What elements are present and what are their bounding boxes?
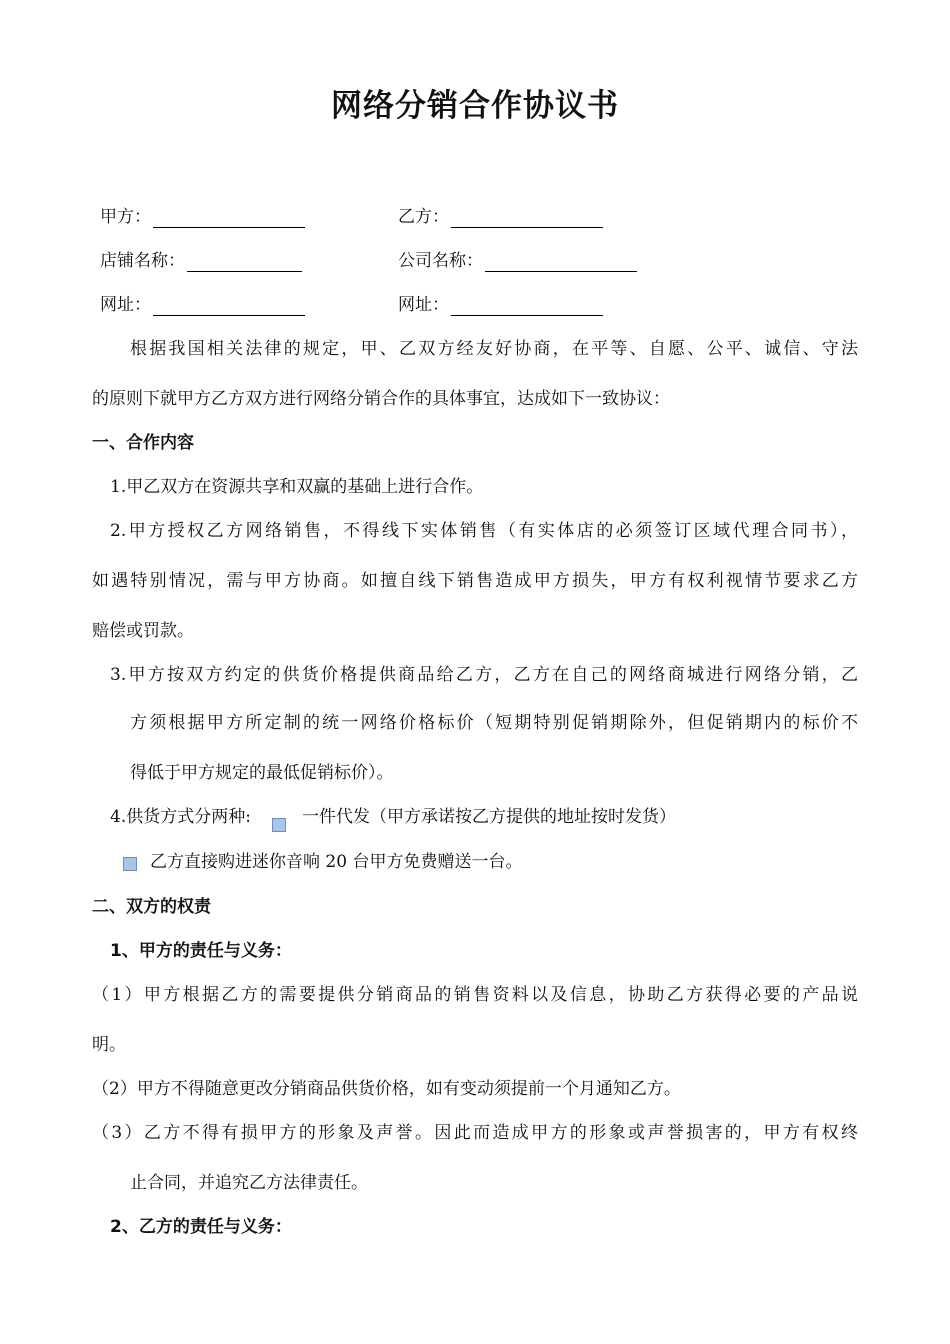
shop-name-field bbox=[100, 250, 302, 272]
intro-line-1: 根据我国相关法律的规定，甲、乙双方经友好协商，在平等、自愿、公平、诚信、守法 bbox=[130, 339, 858, 359]
party-b-field bbox=[398, 206, 603, 228]
dropship-checkbox[interactable] bbox=[272, 818, 286, 832]
party-a-duty-1-line-2: 明。 bbox=[92, 1035, 126, 1055]
company-name-blank[interactable] bbox=[485, 253, 637, 272]
section-1-item-3-line-3: 得低于甲方规定的最低促销标价）。 bbox=[130, 763, 394, 783]
section-1-heading: 一、合作内容 bbox=[92, 433, 194, 453]
direct-purchase-option-label: 乙方直接购进迷你音响 20 台甲方免费赠送一台。 bbox=[150, 852, 523, 872]
url-a-label: 网址： bbox=[100, 295, 151, 315]
url-b-label: 网址： bbox=[398, 295, 449, 315]
shop-name-label: 店铺名称： bbox=[100, 251, 185, 271]
party-a-label: 甲方： bbox=[100, 207, 151, 227]
section-1-item-2-line-1: 2.甲方授权乙方网络销售，不得线下实体销售（有实体店的必须签订区域代理合同书）， bbox=[110, 521, 858, 541]
company-name-field bbox=[398, 250, 637, 272]
intro-line-2: 的原则下就甲方乙方双方进行网络分销合作的具体事宜，达成如下一致协议： bbox=[92, 389, 670, 409]
party-a-duty-3-line-1: （3）乙方不得有损甲方的形象及声誉。因此而造成甲方的形象或声誉损害的，甲方有权终 bbox=[92, 1123, 858, 1143]
supply-method-label: 4.供货方式分两种: bbox=[110, 807, 251, 827]
url-b-blank[interactable] bbox=[451, 297, 603, 316]
party-a-field bbox=[100, 206, 305, 228]
shop-name-blank[interactable] bbox=[187, 253, 302, 272]
party-b-duties-heading: 2、乙方的责任与义务： bbox=[110, 1217, 292, 1237]
party-a-duty-3-line-2: 止合同，并追究乙方法律责任。 bbox=[130, 1173, 368, 1193]
section-1-item-1: 1.甲乙双方在资源共享和双赢的基础上进行合作。 bbox=[110, 477, 484, 497]
document-title: 网络分销合作协议书 bbox=[331, 88, 619, 124]
section-1-item-2-line-3: 赔偿或罚款。 bbox=[92, 621, 194, 641]
section-1-item-4 bbox=[110, 806, 251, 828]
section-1-item-2-line-2: 如遇特别情况，需与甲方协商。如擅自线下销售造成甲方损失，甲方有权利视情节要求乙方 bbox=[92, 571, 858, 591]
party-b-label: 乙方： bbox=[398, 207, 449, 227]
dropship-option-label: 一件代发（甲方承诺按乙方提供的地址按时发货） bbox=[302, 807, 676, 827]
party-a-duty-1-line-1: （1）甲方根据乙方的需要提供分销商品的销售资料以及信息，协助乙方获得必要的产品说 bbox=[92, 985, 858, 1005]
url-a-blank[interactable] bbox=[153, 297, 305, 316]
party-a-blank[interactable] bbox=[153, 209, 305, 228]
company-name-label: 公司名称： bbox=[398, 251, 483, 271]
section-1-item-3-line-2: 方须根据甲方所定制的统一网络价格标价（短期特别促销期除外，但促销期内的标价不 bbox=[130, 713, 858, 733]
direct-purchase-checkbox[interactable] bbox=[123, 857, 137, 871]
url-b-field bbox=[398, 294, 603, 316]
section-1-item-3-line-1: 3.甲方按双方约定的供货价格提供商品给乙方，乙方在自己的网络商城进行网络分销，乙 bbox=[110, 665, 858, 685]
section-2-heading: 二、双方的权责 bbox=[92, 897, 211, 917]
party-a-duties-heading: 1、甲方的责任与义务： bbox=[110, 941, 292, 961]
party-b-blank[interactable] bbox=[451, 209, 603, 228]
party-a-duty-2: （2）甲方不得随意更改分销商品供货价格，如有变动须提前一个月通知乙方。 bbox=[92, 1079, 681, 1099]
url-a-field bbox=[100, 294, 305, 316]
